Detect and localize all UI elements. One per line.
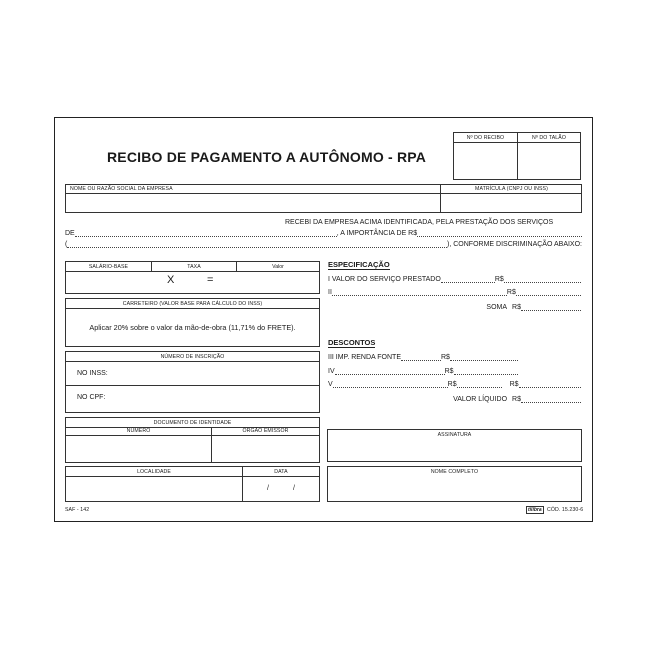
desc-item-5-total-currency: R$: [509, 381, 519, 388]
talao-number-label: Nº DO TALÃO: [532, 135, 566, 141]
inss-field[interactable]: [112, 364, 316, 382]
identidade-numero-label: NÚMERO: [126, 428, 151, 434]
nome-completo-label: NOME COMPLETO: [430, 469, 479, 475]
empresa-nome-label: NOME OU RAZÃO SOCIAL DA EMPRESA: [70, 186, 173, 192]
desc-liquido-currency: R$: [512, 396, 521, 403]
discriminacao-label: ), CONFORME DISCRIMINAÇÃO ABAIXO:: [447, 241, 582, 248]
declaracao-line1: RECEBI DA EMPRESA ACIMA IDENTIFICADA, PELA PRESTAÇÃO DOS SERVIÇOS: [285, 219, 554, 226]
desc-item-5-value-field[interactable]: [457, 381, 502, 388]
espec-item-2-desc-field[interactable]: [332, 289, 507, 296]
desc-item-4: [328, 368, 518, 375]
empresa-matricula-field[interactable]: [443, 195, 579, 210]
espec-item-2-label: II: [328, 289, 332, 296]
desc-item-5-currency: R$: [447, 381, 457, 388]
recibo-number-field[interactable]: [456, 144, 515, 177]
inscricao-label: NÚMERO DE INSCRIÇÃO: [160, 354, 225, 360]
carreteiro-box: [65, 298, 320, 347]
desc-liquido: [328, 396, 581, 403]
form-code-right: CÓD. 15.230-6: [547, 507, 584, 513]
importancia-label: , A IMPORTÂNCIA DE R$: [336, 230, 418, 237]
paren-open: (: [65, 241, 68, 248]
espec-item-1-currency: R$: [494, 276, 504, 283]
nome-completo-box[interactable]: [327, 466, 582, 502]
desc-item-3: [328, 354, 518, 361]
importancia-field[interactable]: [417, 230, 582, 237]
recibo-talao-box: [453, 132, 581, 180]
espec-soma-label: SOMA: [486, 304, 508, 311]
espec-soma-currency: R$: [512, 304, 521, 311]
identidade-numero-field[interactable]: [68, 437, 209, 460]
page-title: RECIBO DE PAGAMENTO A AUTÔNOMO - RPA: [107, 149, 427, 165]
desc-item-3-currency: R$: [441, 354, 450, 361]
times-symbol: X: [167, 274, 175, 286]
declaracao-line2: [65, 230, 582, 237]
equals-symbol: =: [207, 274, 214, 286]
talao-number-field[interactable]: [520, 144, 578, 177]
cpf-label: NO CPF:: [77, 394, 106, 401]
taxa-field[interactable]: [178, 273, 203, 292]
desc-item-4-value-field[interactable]: [454, 368, 518, 375]
identidade-orgao-field[interactable]: [214, 437, 317, 460]
espec-item-1: [328, 276, 581, 283]
espec-item-2-value-field[interactable]: [516, 289, 581, 296]
assinatura-box[interactable]: [327, 429, 582, 462]
taxa-label: TAXA: [187, 264, 201, 270]
empresa-box: [65, 184, 582, 213]
data-label: DATA: [274, 469, 288, 475]
empresa-matricula-label: MATRÍCULA (CNPJ OU INSS): [475, 186, 548, 192]
salario-box: [65, 261, 320, 294]
identidade-orgao-label: ÓRGÃO EMISSOR: [242, 428, 289, 434]
salario-base-field[interactable]: [68, 273, 150, 292]
desc-item-5-desc-field[interactable]: [333, 381, 448, 388]
declaracao-line3: [65, 241, 582, 248]
localidade-field[interactable]: [68, 478, 240, 499]
desc-item-5: [328, 381, 581, 388]
inscricao-box: [65, 351, 320, 413]
espec-item-1-desc-field[interactable]: [441, 276, 495, 283]
servicos-field[interactable]: [75, 230, 337, 237]
empresa-nome-field[interactable]: [68, 195, 438, 210]
assinatura-label: ASSINATURA: [437, 432, 472, 438]
desc-liquido-field[interactable]: [521, 396, 581, 403]
desc-item-4-label: IV: [328, 368, 335, 375]
desc-item-5-label: V: [328, 381, 333, 388]
descontos-heading: DESCONTOS: [328, 338, 376, 347]
form-code-left: SAF - 142: [65, 507, 90, 513]
valor-field[interactable]: [221, 273, 317, 292]
espec-item-1-label: I VALOR DO SERVIÇO PRESTADO: [328, 276, 441, 283]
declaracao-de-label: DE: [65, 230, 75, 237]
recibo-number-label: Nº DO RECIBO: [466, 135, 505, 141]
especificacao-heading: ESPECIFICAÇÃO: [328, 260, 390, 269]
desc-item-3-desc-field[interactable]: [401, 354, 441, 361]
desc-item-4-currency: R$: [444, 368, 454, 375]
inss-label: NO INSS:: [77, 370, 108, 377]
desc-item-4-desc-field[interactable]: [335, 368, 445, 375]
espec-soma-field[interactable]: [521, 304, 581, 311]
espec-item-2: [328, 289, 581, 296]
carreteiro-text: Aplicar 20% sobre o valor da mão-de-obra (11,71% do FRETE).: [89, 323, 296, 332]
data-field[interactable]: [245, 478, 317, 499]
date-slash-2: /: [293, 485, 295, 492]
identidade-box: [65, 417, 320, 463]
date-slash-1: /: [267, 485, 269, 492]
importancia-extenso-field[interactable]: [67, 241, 447, 248]
brand-logo: tilibra: [528, 507, 542, 513]
carreteiro-label: CARRETEIRO (VALOR BASE PARA CÁLCULO DO INSS): [122, 301, 263, 307]
espec-soma: [328, 304, 581, 311]
espec-item-1-value-field[interactable]: [504, 276, 581, 283]
desc-item-3-value-field[interactable]: [450, 354, 518, 361]
desc-liquido-label: VALOR LÍQUIDO: [453, 396, 508, 403]
localidade-label: LOCALIDADE: [137, 469, 171, 475]
desc-item-5-total-field[interactable]: [519, 381, 581, 388]
identidade-label: DOCUMENTO DE IDENTIDADE: [153, 420, 232, 426]
espec-item-2-currency: R$: [506, 289, 516, 296]
local-data-box: [65, 466, 320, 502]
rpa-form: [54, 117, 593, 522]
desc-item-3-label: III IMP. RENDA FONTE: [328, 354, 401, 361]
salario-base-label: SALÁRIO-BASE: [88, 264, 129, 270]
valor-label: Valor: [272, 264, 284, 270]
cpf-field[interactable]: [112, 388, 316, 410]
